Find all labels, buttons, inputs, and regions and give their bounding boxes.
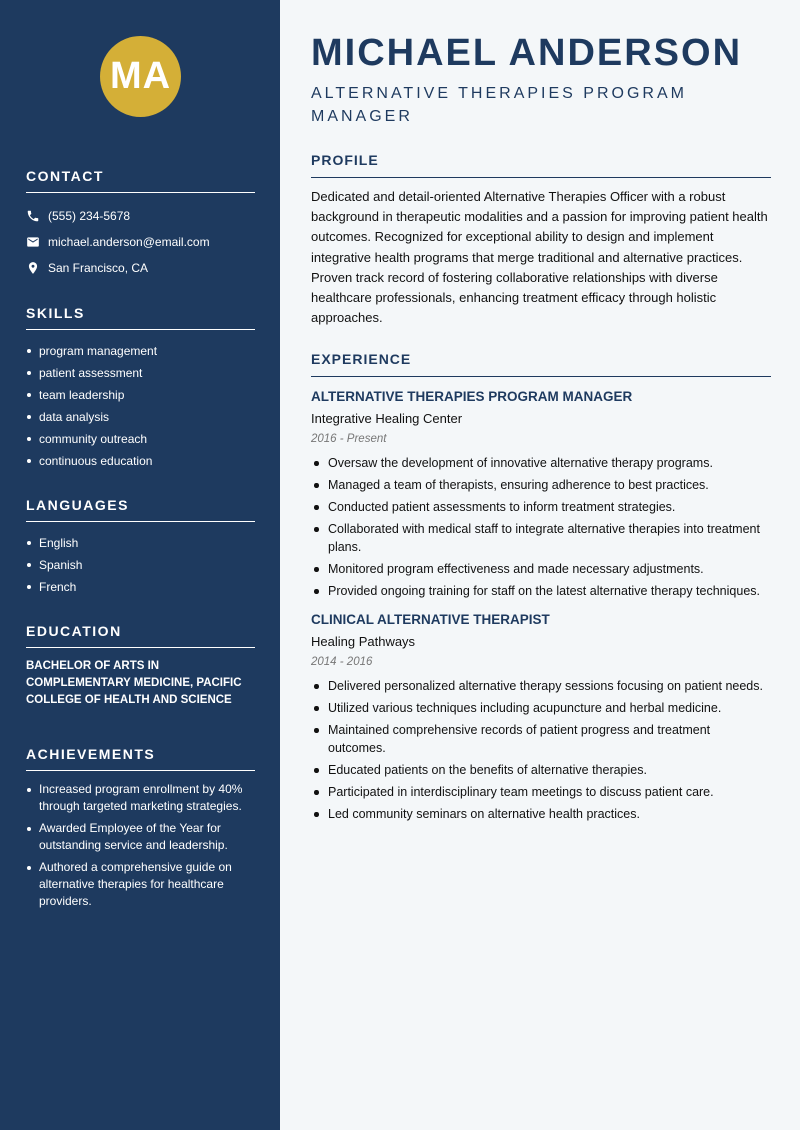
skills-section [26, 305, 255, 472]
skills-heading: SKILLS [26, 305, 255, 330]
profile-text: Dedicated and detail-oriented Alternative Therapies Officer with a robust background in therapeutic modalities and a passion for improving patient health outcomes. Recognized for exceptional ability to design and implement integrative health programs that merge traditional and alternative practices. Proven track record of fostering collaborative relationships with diverse healthcare professionals, enhancing treatment efficacy through holistic approaches. [311, 189, 768, 326]
language-item: French [26, 576, 255, 598]
email-text: michael.anderson@email.com [48, 235, 210, 249]
sidebar [0, 0, 280, 1130]
skill-item: data analysis [26, 406, 255, 428]
contact-email [26, 229, 255, 255]
skill-item: team leadership [26, 384, 255, 406]
skill-item: community outreach [26, 428, 255, 450]
languages-section [26, 497, 255, 598]
profile-section [311, 152, 771, 328]
education-heading: EDUCATION [26, 623, 255, 648]
achievement-item: Authored a comprehensive guide on alternative therapies for healthcare providers. [26, 859, 255, 910]
contact-section [26, 168, 255, 281]
job-entry [311, 612, 771, 823]
location-text: San Francisco, CA [48, 261, 149, 275]
contact-heading: CONTACT [26, 168, 255, 193]
location-pin-icon [26, 261, 40, 275]
job-role: ALTERNATIVE THERAPIES PROGRAM MANAGER [311, 389, 633, 404]
job-company: Healing Pathways [311, 634, 416, 649]
education-section [26, 623, 255, 709]
achievement-item: Awarded Employee of the Year for outstanding service and leadership. [26, 820, 255, 854]
experience-heading: EXPERIENCE [311, 351, 771, 377]
profile-heading: PROFILE [311, 152, 771, 178]
job-bullet: Maintained comprehensive records of patient progress and treatment outcomes. [311, 721, 771, 757]
job-company: Integrative Healing Center [311, 411, 463, 426]
job-bullet: Delivered personalized alternative therapy sessions focusing on patient needs. [311, 677, 771, 695]
job-role: CLINICAL ALTERNATIVE THERAPIST [311, 612, 550, 627]
languages-heading: LANGUAGES [26, 497, 255, 522]
phone-icon [26, 209, 40, 223]
education-degree: BACHELOR OF ARTS IN COMPLEMENTARY MEDICINE, PACIFIC COLLEGE OF HEALTH AND SCIENCE [26, 660, 242, 706]
job-dates: 2014 - 2016 [311, 656, 373, 668]
job-bullet: Educated patients on the benefits of alternative therapies. [311, 761, 771, 779]
job-bullet: Oversaw the development of innovative alternative therapy programs. [311, 454, 771, 472]
skill-item: patient assessment [26, 362, 255, 384]
experience-section [311, 351, 771, 827]
job-bullet: Utilized various techniques including acupuncture and herbal medicine. [311, 699, 771, 717]
skill-item: continuous education [26, 450, 255, 472]
full-name: MICHAEL ANDERSON [311, 32, 743, 74]
achievements-section [26, 746, 255, 915]
contact-location [26, 255, 255, 281]
achievements-heading: ACHIEVEMENTS [26, 746, 255, 771]
job-dates: 2016 - Present [311, 433, 387, 445]
email-icon [26, 235, 40, 249]
avatar-initials: MA [100, 36, 181, 117]
job-bullet: Provided ongoing training for staff on the latest alternative therapy techniques. [311, 582, 771, 600]
job-bullet: Collaborated with medical staff to integrate alternative therapies into treatment plans. [311, 520, 771, 556]
job-bullet: Managed a team of therapists, ensuring adherence to best practices. [311, 476, 771, 494]
job-bullet: Conducted patient assessments to inform treatment strategies. [311, 498, 771, 516]
job-bullet: Led community seminars on alternative health practices. [311, 805, 771, 823]
language-item: Spanish [26, 554, 255, 576]
job-title: ALTERNATIVE THERAPIES PROGRAM MANAGER [311, 85, 687, 125]
achievement-item: Increased program enrollment by 40% through targeted marketing strategies. [26, 781, 255, 815]
job-entry [311, 389, 771, 600]
language-item: English [26, 532, 255, 554]
contact-phone [26, 203, 255, 229]
skill-item: program management [26, 340, 255, 362]
job-bullet: Participated in interdisciplinary team meetings to discuss patient care. [311, 783, 771, 801]
job-bullet: Monitored program effectiveness and made necessary adjustments. [311, 560, 771, 578]
phone-text: (555) 234-5678 [48, 209, 131, 223]
